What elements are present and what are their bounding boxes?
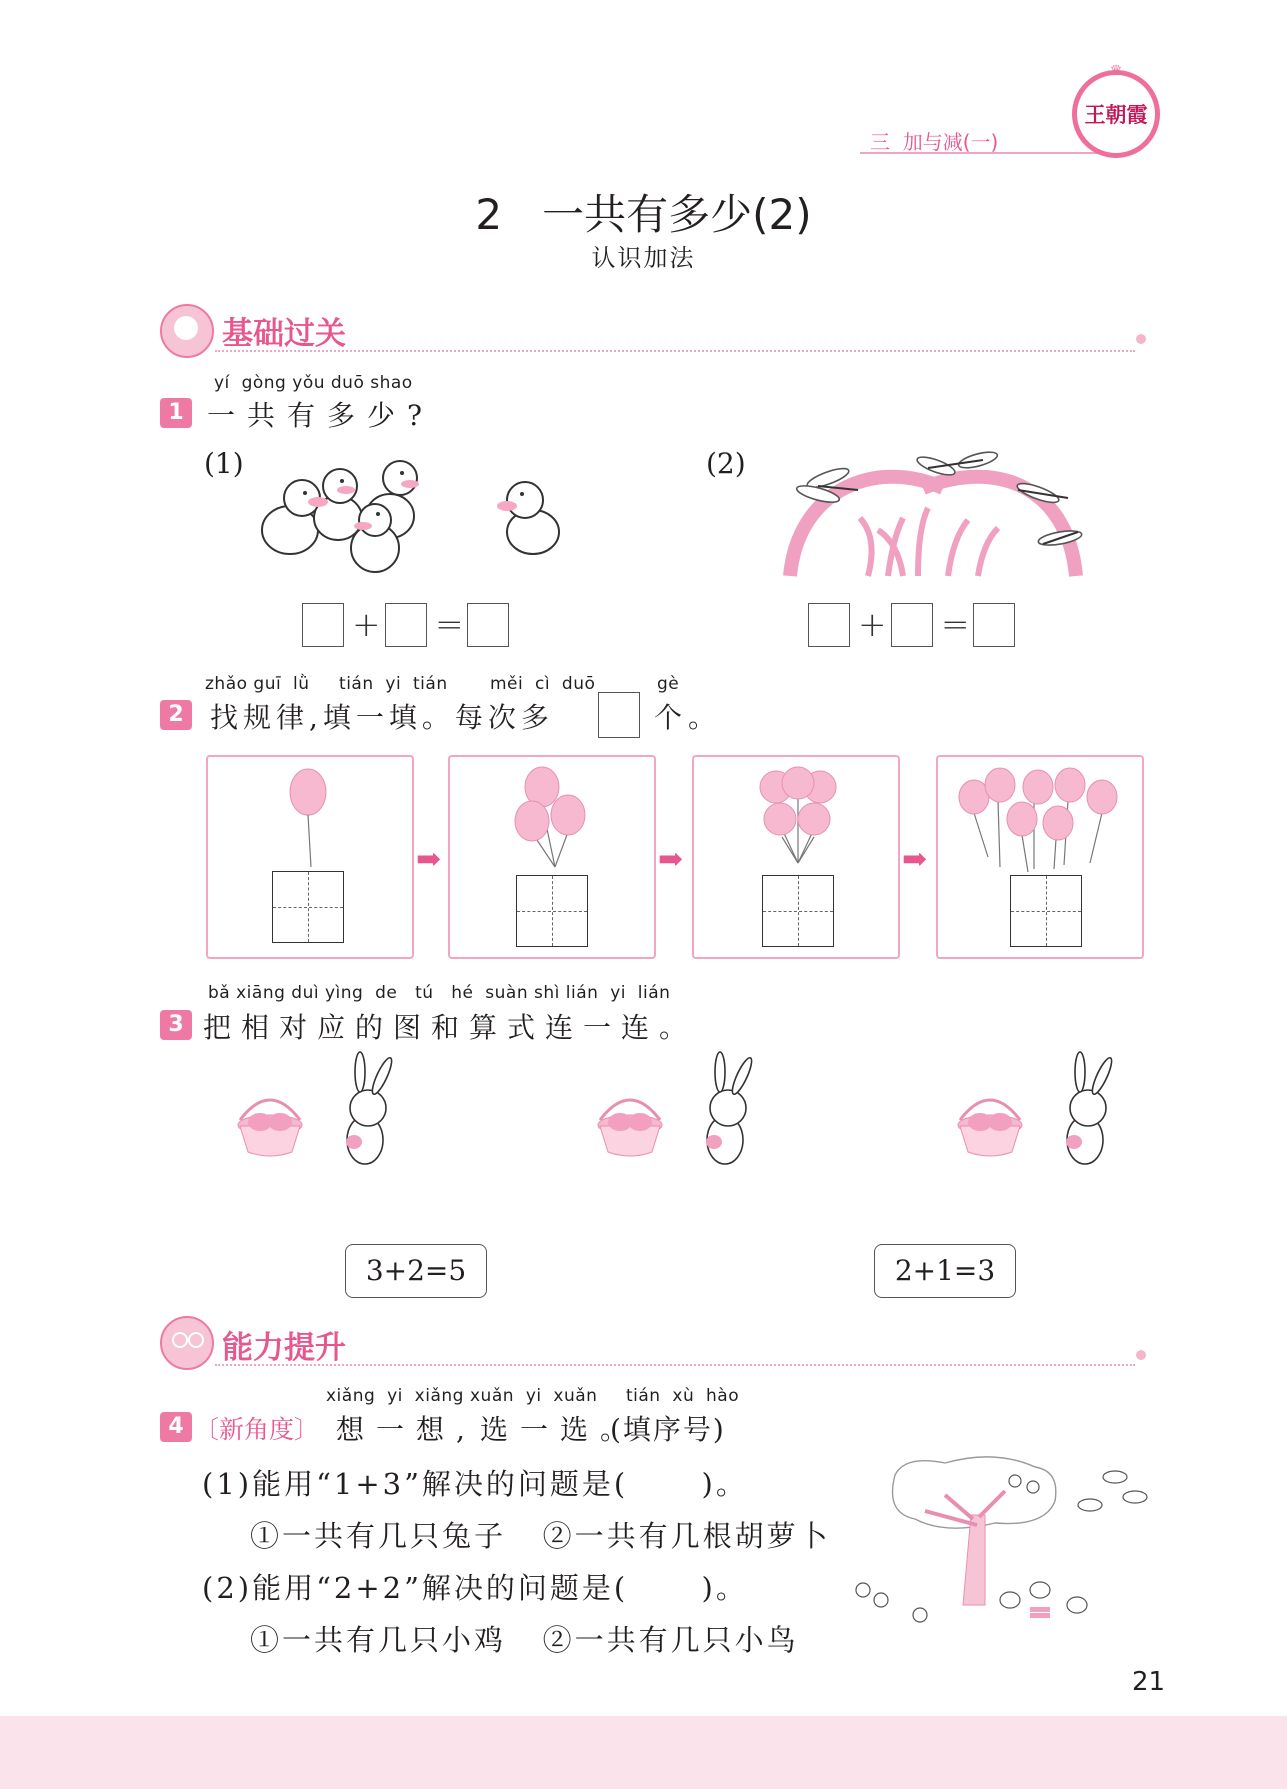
section-divider bbox=[215, 1364, 1135, 1366]
dot-icon bbox=[1136, 1350, 1146, 1360]
balloon-panel-2 bbox=[448, 755, 656, 959]
count-grid-box[interactable] bbox=[762, 875, 834, 947]
ducks-illustration bbox=[250, 448, 580, 584]
q1-1-sum-box[interactable] bbox=[467, 603, 509, 647]
q4-text-c: (填序号) bbox=[610, 1413, 726, 1446]
balloon-panel-4 bbox=[936, 755, 1144, 959]
q3-pinyin: bǎ xiāng duì yìng de tú hé suàn shì lián yi lián bbox=[208, 983, 671, 1003]
q4-options-1: ①一共有几只兔子 ②一共有几根胡萝卜 bbox=[250, 1519, 831, 1553]
q1-number: 1 bbox=[160, 398, 192, 428]
lesson-title: 2 一共有多少(2) bbox=[475, 190, 812, 239]
q2-pinyin-b: měi cì duō bbox=[490, 674, 596, 694]
q1-2-addend-a-box[interactable] bbox=[808, 603, 850, 647]
q4-text-a: 想一想, bbox=[336, 1413, 477, 1446]
count-grid-box[interactable] bbox=[272, 871, 344, 943]
q1-2-equals: = bbox=[941, 605, 970, 645]
footer-band bbox=[0, 1716, 1287, 1789]
q1-text: 一共有多少? bbox=[207, 399, 435, 432]
arrow-right-icon: ➡ bbox=[902, 842, 928, 877]
q2-text-a: 找规律,填一填。每次多 bbox=[210, 701, 554, 734]
q4-number: 4 bbox=[160, 1412, 192, 1442]
count-grid-box[interactable] bbox=[516, 875, 588, 947]
dragonfly-illustration bbox=[778, 448, 1088, 580]
equation-card-2[interactable]: 2+1=3 bbox=[874, 1244, 1016, 1298]
header-rule bbox=[860, 152, 1115, 154]
q4-pinyin-a: xiǎng yi xiǎng bbox=[326, 1386, 464, 1406]
q2-number: 2 bbox=[160, 700, 192, 730]
section-basic-title: 基础过关 bbox=[222, 316, 346, 352]
basket-rabbit-illustration bbox=[230, 1050, 1150, 1180]
q4-question-1: (1)能用“1+3”解决的问题是( )。 bbox=[202, 1467, 748, 1501]
q1-part1-label: (1) bbox=[204, 447, 244, 480]
lesson-subtitle: 认识加法 bbox=[591, 244, 696, 272]
q4-options-2: ①一共有几只小鸡 ②一共有几只小鸟 bbox=[250, 1623, 799, 1657]
brand-logo bbox=[1072, 63, 1160, 158]
q3-text: 把相对应的图和算式连一连。 bbox=[203, 1011, 698, 1044]
crown-icon: ♛ bbox=[1109, 63, 1123, 79]
q4-new-angle-tag: 〔新角度〕 bbox=[194, 1415, 320, 1444]
q4-text-b: 选一选。 bbox=[480, 1413, 641, 1446]
q1-2-sum-box[interactable] bbox=[973, 603, 1015, 647]
arrow-right-icon: ➡ bbox=[658, 842, 684, 877]
section-divider bbox=[215, 350, 1135, 352]
q1-1-plus: + bbox=[352, 605, 381, 645]
section-advanced-title: 能力提升 bbox=[222, 1330, 346, 1366]
arrow-right-icon: ➡ bbox=[416, 842, 442, 877]
q2-text-b: 个。 bbox=[654, 701, 723, 734]
q4-question-2: (2)能用“2+2”解决的问题是( )。 bbox=[202, 1571, 748, 1605]
q1-1-addend-b-box[interactable] bbox=[385, 603, 427, 647]
q1-part2-label: (2) bbox=[706, 447, 746, 480]
professor-mascot-icon bbox=[160, 1316, 214, 1370]
q2-increment-box[interactable] bbox=[598, 692, 640, 738]
girl-mascot-icon bbox=[160, 304, 214, 358]
balloon-panel-1 bbox=[206, 755, 414, 959]
tree-animals-illustration bbox=[845, 1455, 1155, 1635]
q1-2-addend-b-box[interactable] bbox=[891, 603, 933, 647]
q1-1-equals: = bbox=[435, 605, 464, 645]
q4-pinyin-b: xuǎn yi xuǎn bbox=[470, 1386, 598, 1406]
q1-1-addend-a-box[interactable] bbox=[302, 603, 344, 647]
q1-2-plus: + bbox=[858, 605, 887, 645]
q2-pinyin-c: gè bbox=[657, 674, 680, 694]
page-number: 21 bbox=[1132, 1667, 1166, 1697]
q1-pinyin: yí gòng yǒu duō shao bbox=[214, 373, 413, 393]
unit-label: 三 加与减(一) bbox=[870, 130, 999, 154]
q4-pinyin-c: tián xù hào bbox=[626, 1386, 740, 1406]
q3-number: 3 bbox=[160, 1010, 192, 1040]
logo-text: 王朝霞 bbox=[1084, 102, 1148, 127]
dot-icon bbox=[1136, 334, 1146, 344]
equation-card-1[interactable]: 3+2=5 bbox=[345, 1244, 487, 1298]
balloon-panel-3 bbox=[692, 755, 900, 959]
count-grid-box[interactable] bbox=[1010, 875, 1082, 947]
q2-pinyin-a: zhǎo guī lǜ tián yi tián bbox=[205, 674, 448, 694]
